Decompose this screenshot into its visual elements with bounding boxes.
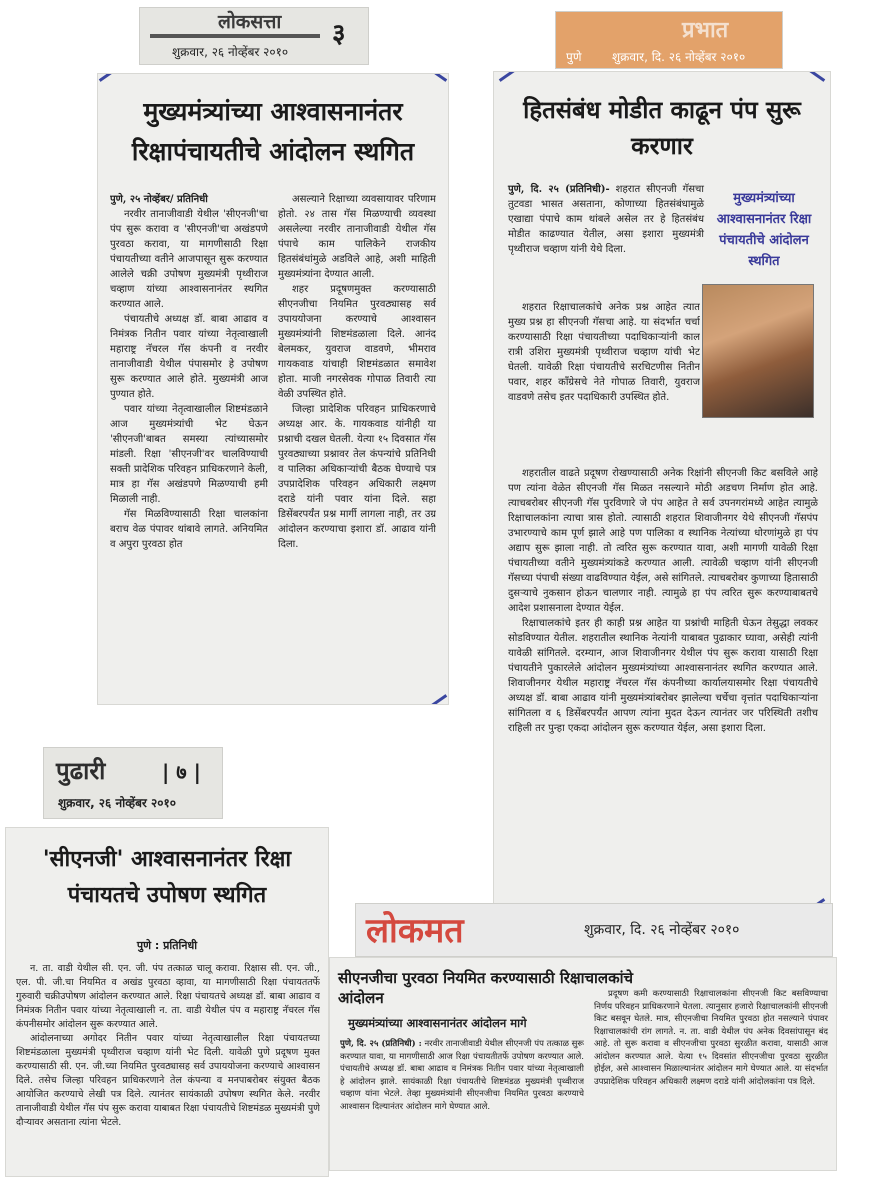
loksatta-paragraph: जिल्हा प्रादेशिक परिवहन प्राधिकरणाचे अध्यक्ष आर. के. गायकवाड यांनीही या प्रश्नाची दखल घेतली. येत्या १५ दिवसात गॅस पुरवठ्याच्या प्रश्नावर तेल कंपन्यांचे प्रतिनिधी व पालिका अधिकाऱ्यांची बैठक घेण्याचे पत्र उपप्रादेशिक परिवहन अधिकारी लक्ष्मण दराडे यांनी पवार यांना दिले. सहा डिसेंबरपर्यंत प्रश्न मार्गी लागला नाही, तर उग्र आंदोलन करण्याचा इशारा डॉ. आढाव यांनी दिला. — [278, 404, 436, 550]
prabhat-city: पुणे — [566, 50, 582, 64]
prabhat-paragraph: रिक्षाचालकांचे इतर ही काही प्रश्न आहेत या प्रश्नांची माहिती घेऊन तेसुद्धा लवकर सोडविण्यात येतील. शहरातील स्थानिक नेत्यांनी याबाबत पुढाकार घ्यावा, असेही त्यांनी यावेळी सांगितले. दरम्यान, आज शिवाजीनगर येथील पंप सुरू करावा यासाठी रिक्षा पंचायतीने पुकारलेले आंदोलन मुख्यमंत्र्यांच्या आश्वासनानंतर स्थगित करण्यात आले. शिवाजीनगर येथील महाराष्ट्र नॅचरल गॅस कंपनीच्या कार्यालयासमोर रिक्षा पंचायतीचे अध्यक्ष डॉ. बाबा आढाव यांनी मुख्यमंत्र्यांबरोबर झालेल्या चर्चेचा वृत्तांत पदाधिकाऱ्यांना सांगितला व ६ डिसेंबरपर्यंत आपण त्यांना मुदत देऊन त्यानंतर जर परिस्थिती तशीच राहिली तर पुन्हा एकदा आंदोलन सुरू करण्यात येईल, असा इशारा दिला. — [508, 618, 818, 734]
pudhari-masthead — [44, 748, 222, 818]
pudhari-article — [6, 828, 328, 1176]
prabhat-paragraph: शहरात रिक्षाचालकांचे अनेक प्रश्न आहेत त्यात मुख्य प्रश्न हा सीएनजी गॅसचा आहे. या संदर्भात चर्चा करण्यासाठी रिक्षा पंचायतीच्या पदाधिकाऱ्यांनी काल रात्री उशिरा मुख्यमंत्री पृथ्वीराज चव्हाण यांची भेट घेतली. यावेळी रिक्षा पंचायतीचे सरचिटणीस नितीन पवार, शहर काँग्रेसचे नेते गोपाळ तिवारी, युवराज वाडवणे तसेच इतर पदाधिकारी उपस्थित होते. — [508, 302, 700, 403]
lokmat-headline: सीएनजीचा पुरवठा नियमित करण्यासाठी रिक्षाचालकांचे आंदोलन — [338, 969, 634, 1007]
lokmat-date: शुक्रवार, दि. २६ नोव्हेंबर २०१० — [584, 922, 740, 938]
prabhat-side-caption: मुख्यमंत्र्यांच्या आश्वासनानंतर रिक्षा पंचायतीचे आंदोलन स्थगित — [716, 191, 812, 269]
prabhat-headline: हितसंबंध मोडीत काढून पंप सुरू करणार — [523, 96, 801, 160]
loksatta-headline: मुख्यमंत्र्यांच्या आश्वासनानंतर रिक्षापंचायतीचे आंदोलन स्थगित — [131, 97, 415, 166]
prabhat-lead: शहरात सीएनजी गॅसचा तुटवडा भासत असताना, कोणाच्या हितसंबंधामुळे एखाद्या पंपाचे काम थांबले असेल तर हे हितसंबंध मोडीत काढण्यात येतील, असा इशारा मुख्यमंत्री पृथ्वीराज चव्हाण यांनी येथे दिला. — [508, 184, 704, 255]
loksatta-paragraph: असल्याने रिक्षाच्या व्यवसायावर परिणाम होतो. २४ तास गॅस मिळण्याची व्यवस्था असलेल्या नरवीर तानाजीवाडी येथील गॅस पंपाचे काम पालिकेने राजकीय हितसंबंधांमुळे अडविले आहे, अशी माहिती मुख्यमंत्र्यांना देण्यात आली. — [278, 194, 436, 280]
loksatta-column-1 — [110, 192, 268, 697]
corner-mark — [431, 74, 447, 82]
prabhat-logo: प्रभात — [682, 18, 729, 43]
pudhari-logo: पुढारी — [56, 757, 106, 785]
lokmat-masthead — [356, 904, 832, 956]
lokmat-paragraph: नरवीर तानाजीवाडी येथील सीएनजी पंप तत्काळ सुरू करण्यात यावा, या मागणीसाठी आज रिक्षा पंचायतीतर्फे उपोषण करण्यात आले. पंचायतीचे अध्यक्ष डॉ. बाबा आढाव व निमंत्रक नितीन पवार यांच्या नेतृत्वाखाली हे आंदोलन झाले. सायंकाळी रिक्षा पंचायतीचे शिष्टमंडळ मुख्यमंत्री पृथ्वीराज चव्हाण यांना भेटले. तेव्हा मुख्यमंत्र्यांनी सीएनजीचा नियमित पुरवठा करण्याचे आश्वासन दिल्यानंतर आंदोलन मागे घेण्यात आले. — [340, 1039, 584, 1112]
loksatta-paragraph: नरवीर तानाजीवाडी येथील 'सीएनजी'चा पंप सुरू करावा व 'सीएनजी'चा अखंडपणे पुरवठा करावा, या मागणीसाठी रिक्षा पंचायतीच्या वतीने आजपासून सुरू करण्यात आलेले चक्री उपोषण मुख्यमंत्री पृथ्वीराज चव्हाण यांच्या आश्वासनानंतर स्थगित करण्यात आले. — [110, 209, 268, 310]
loksatta-dateline: पुणे, २५ नोव्हेंबर/ प्रतिनिधी — [110, 194, 208, 205]
pudhari-page-number: | ७ | — [162, 760, 201, 784]
pudhari-paragraph: न. ता. वाडी येथील सी. एन. जी. पंप तत्काळ चालू करावा. रिक्षास सी. एन. जी., एल. पी. जी.चा नियमित व अखंड पुरवठा व्हावा, या मागणीसाठी रिक्षा पंचायततर्फे गुरुवारी चक्रीउपोषण आंदोलन करण्यात आले. रिक्षा पंचायतचे अध्यक्ष डॉ. बाबा आढाव व निमंत्रक नितीन पवार यांच्या नेतृत्वाखाली न. ता. वाडी येथील पंप व महाराष्ट्र नॅचरल गॅस कंपनीसमोर आंदोलन सुरू करण्यात आले. — [16, 963, 320, 1030]
loksatta-article — [98, 74, 448, 704]
pudhari-byline: पुणे : प्रतिनिधी — [136, 939, 198, 952]
prabhat-article — [494, 72, 830, 910]
lokmat-logo: लोकमत — [366, 911, 464, 951]
prabhat-dateline: पुणे, दि. २५ (प्रतिनिधी)- — [508, 184, 610, 195]
prabhat-paragraph: शहरातील वाढते प्रदूषण रोखण्यासाठी अनेक रिक्षांनी सीएनजी किट बसविले आहे पण त्यांना वेळेत सीएनजी गॅस मिळत नसल्याने मोठी अडचण निर्माण होत आहे. त्याचबरोबर सीएनजी गॅस पुरविणारे जे पंप आहेत ते सर्व उपनगरांमध्ये आहेत त्यामुळे रिक्षाचालकांना त्याचा त्रास होतो. त्यासाठी शहरात शिवाजीनगर येथे सीएनजी गॅसपंप उभारण्याचे काम पूर्ण झाले आहे पण पालिका व स्थानिक नेत्यांच्या धोरणांमुळे हा पंप अद्याप सुरू झाला नाही. तो त्वरित सुरू करण्यात यावा, अशी मागणी यावेळी रिक्षा पंचायतीच्या वतीने मुख्यमंत्र्यांकडे करण्यात आली. त्यावेळी चव्हाण यांनी सीएनजी गॅसच्या पंपाची संख्या वाढविण्यात येईल, असे सांगितले. त्याचबरोबर कुणाच्या हितासाठी दुसऱ्याचे नुकसान होऊन चालणार नाही. त्यामुळे हा पंप त्वरित सुरू करण्याबाबतचे आदेश प्रशासनाला देण्यात येईल. — [508, 468, 818, 614]
lokmat-dateline: पुणे, दि. २५ (प्रतिनिधी) : — [340, 1039, 422, 1049]
loksatta-masthead — [140, 8, 368, 64]
pudhari-headline: 'सीएनजी' आश्वासनानंतर रिक्षा पंचायतचे उपोषण स्थगित — [42, 847, 292, 908]
loksatta-paragraph: पंचायतीचे अध्यक्ष डॉ. बाबा आढाव व निमंत्रक नितीन पवार यांच्या नेतृत्वाखाली महाराष्ट्र नॅचरल गॅस कंपनी व नरवीर तानाजीवाडी येथील पंपासमोर हे उपोषण सुरू करण्यात आले होते. मुख्यमंत्री आज पुण्यात होते. — [110, 314, 268, 400]
loksatta-paragraph: गॅस मिळविण्यासाठी रिक्षा चालकांना बराच वेळ पंपावर थांबावे लागते. अनियमित व अपुरा पुरवठा होत — [110, 509, 268, 550]
pudhari-date: शुक्रवार, २६ नोव्हेंबर २०१० — [58, 796, 176, 810]
pudhari-paragraph: आंदोलनाच्या अगोदर नितीन पवार यांच्या नेतृत्वाखालील रिक्षा पंचायतच्या शिष्टमंडळाला मुख्यमंत्री पृथ्वीराज चव्हाण यांनी भेट दिली. यावेळी पुणे प्रदूषण मुक्त करण्यासाठी सी. एन. जी.च्या नियमित पुरवठ्यासह सर्व उपाययोजना करण्याचे आश्वासन दिले. तसेच जिल्हा परिवहन प्राधिकरणाने तेल कंपन्या व मनपाबरोबर संयुक्त बैठक आयोजित करण्याचे लेखी पत्र दिले. त्यानंतर सायंकाळी उपोषण स्थगित केले. नरवीर तानाजीवाडी येथील गॅस पंप सुरू करावा याबाबत रिक्षा पंचायतीचे शिष्टमंडळ मुख्यमंत्री पुणे दौऱ्यावर असताना त्यांना भेटले. — [16, 1033, 320, 1128]
loksatta-date: शुक्रवार, २६ नोव्हेंबर २०१० — [172, 45, 289, 59]
corner-mark — [99, 74, 115, 82]
lokmat-paragraph: प्रदूषण कमी करण्यासाठी रिक्षाचालकांना सीएनजी किट बसविण्याचा निर्णय परिवहन प्राधिकरणाने घेतला. त्यानुसार हजारो रिक्षाचालकांनी सीएनजी किट बसवून घेतले. मात्र, सीएनजीचा नियमित पुरवठा होत नसल्याने पंपावर रिक्षाचालकांची रांग लागते. न. ता. वाडी येथील पंप अनेक दिवसांपासून बंद आहे. तो सुरू करावा व सीएनजीचा पुरवठा सुरळीत करावा, यासाठी आज आंदोलन करण्यात आले. येत्या १५ दिवसांत सीएनजीचा पुरवठा सुरळीत होईल, असे आश्वासन मिळाल्यानंतर आंदोलन मागे घेण्यात आले. या संदर्भात उपप्रादेशिक परिवहन अधिकारी लक्ष्मण दराडे यांनी आंदोलकांना पत्र दिले. — [594, 989, 828, 1087]
masthead-rule — [150, 34, 320, 38]
corner-mark — [809, 72, 825, 82]
loksatta-column-2 — [278, 192, 436, 697]
portrait-photo — [702, 284, 814, 418]
loksatta-paragraph: पवार यांच्या नेतृत्वाखालील शिष्टमंडळाने आज मुख्यमंत्र्यांची भेट घेऊन 'सीएनजी'बाबत समस्या त्यांच्यासमोर मांडली. रिक्षा 'सीएनजी'वर चालविण्याची सक्ती प्रादेशिक परिवहन प्राधिकरणाने केली, मात्र हा गॅस अखंडपणे मिळण्याची हमी मिळाली नाही. — [110, 404, 268, 505]
loksatta-page-number: ३ — [332, 19, 346, 49]
loksatta-paragraph: शहर प्रदूषणमुक्त करण्यासाठी सीएनजीचा नियमित पुरवठ्यासह सर्व उपाययोजना करण्याचे आश्वासन मुख्यमंत्र्यांनी शिष्टमंडळाला दिले. आनंद बेलमकर, युवराज वाडवणे, भीमराव गायकवाड यांचाही शिष्टमंडळात समावेश होता. माजी नगरसेवक गोपाळ तिवारी त्या वेळी उपस्थित होते. — [278, 284, 436, 400]
prabhat-masthead — [556, 12, 782, 68]
lokmat-subhead: मुख्यमंत्र्यांच्या आश्वासनानंतर आंदोलन मागे — [348, 1016, 527, 1030]
lokmat-article — [330, 958, 836, 1170]
loksatta-logo: लोकसत्ता — [218, 11, 282, 33]
corner-mark — [499, 72, 515, 82]
prabhat-date: शुक्रवार, दि. २६ नोव्हेंबर २०१० — [612, 50, 746, 64]
